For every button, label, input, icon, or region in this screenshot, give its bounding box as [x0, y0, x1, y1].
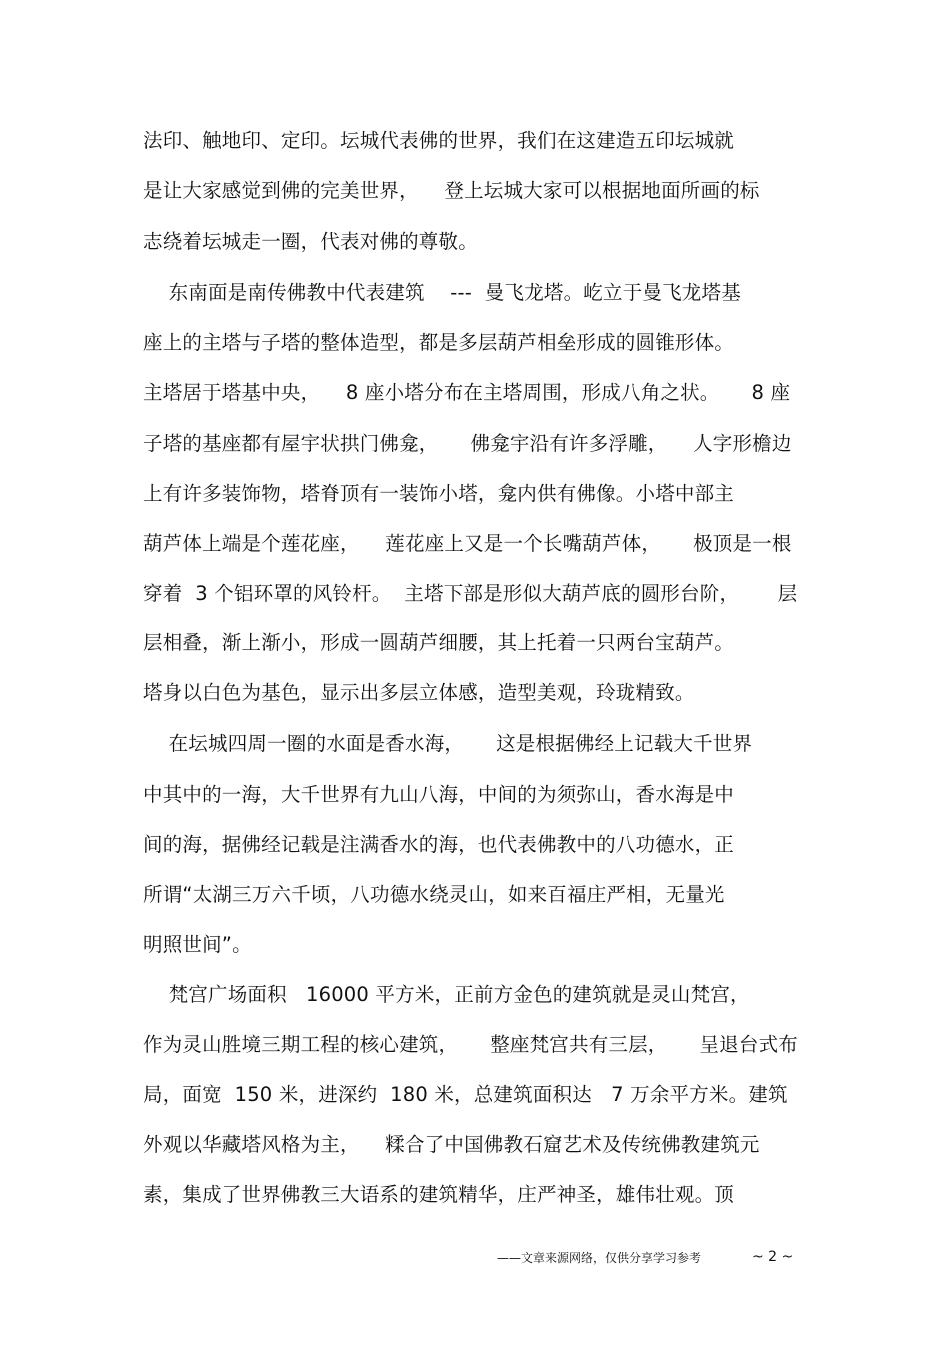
text-line: 作为灵山胜境三期工程的核心建筑， 整座梵宫共有三层， 呈退台式布	[143, 1033, 798, 1056]
text-line: 法印、触地印、定印。坛城代表佛的世界，我们在这建造五印坛城就	[143, 129, 735, 152]
text-line: 在坛城四周一圈的水面是香水海， 这是根据佛经上记载大千世界	[143, 732, 753, 755]
text-line: 所谓“太湖三万六千顷，八功德水绕灵山，如来百福庄严相，无量光	[143, 883, 725, 906]
text-line: 局，面宽 150 米，进深约 180 米，总建筑面积达 7 万余平方米。建筑	[143, 1083, 788, 1106]
text-line: 层相叠，渐上渐小，形成一圆葫芦细腰，其上托着一只两台宝葫芦。	[143, 631, 735, 654]
text-line: 志绕着坛城走一圈，代表对佛的尊敬。	[143, 230, 478, 253]
text-line: 上有许多装饰物，塔脊顶有一装饰小塔，龛内供有佛像。小塔中部主	[143, 482, 735, 505]
text-line: 明照世间”。	[143, 933, 252, 956]
text-line: 葫芦体上端是个莲花座， 莲花座上又是一个长嘴葫芦体， 极顶是一根	[143, 532, 792, 555]
text-line: 塔身以白色为基色，显示出多层立体感，造型美观，玲珑精致。	[143, 681, 695, 704]
footer-source-note: ——文章来源网络，仅供分享学习参考	[497, 1251, 702, 1265]
text-line: 东南面是南传佛教中代表建筑 --- 曼飞龙塔。屹立于曼飞龙塔基	[143, 281, 741, 304]
text-line: 中其中的一海，大千世界有九山八海，中间的为须弥山，香水海是中	[143, 783, 735, 806]
text-line: 子塔的基座都有屋宇状拱门佛龛， 佛龛宇沿有许多浮雕， 人字形檐边	[143, 432, 792, 455]
text-line: 外观以华藏塔风格为主， 糅合了中国佛教石窟艺术及传统佛教建筑元	[143, 1133, 760, 1156]
text-line: 素，集成了世界佛教三大语系的建筑精华，庄严神圣，雄伟壮观。顶	[143, 1183, 735, 1206]
text-line: 座上的主塔与子塔的整体造型，都是多层葫芦相垒形成的圆锥形体。	[143, 331, 735, 354]
text-line: 是让大家感觉到佛的完美世界， 登上坛城大家可以根据地面所画的标	[143, 179, 760, 202]
text-line: 穿着 3 个铝环罩的风铃杆。 主塔下部是形似大葫芦底的圆形台阶， 层	[143, 582, 798, 605]
text-line: 梵宫广场面积 16000 平方米，正前方金色的建筑就是灵山梵宫，	[143, 983, 750, 1006]
page-number: ~ 2 ~	[752, 1249, 794, 1265]
text-line: 主塔居于塔基中央， 8 座小塔分布在主塔周围，形成八角之状。 8 座	[143, 381, 791, 404]
text-line: 间的海，据佛经记载是注满香水的海，也代表佛教中的八功德水，正	[143, 833, 735, 856]
